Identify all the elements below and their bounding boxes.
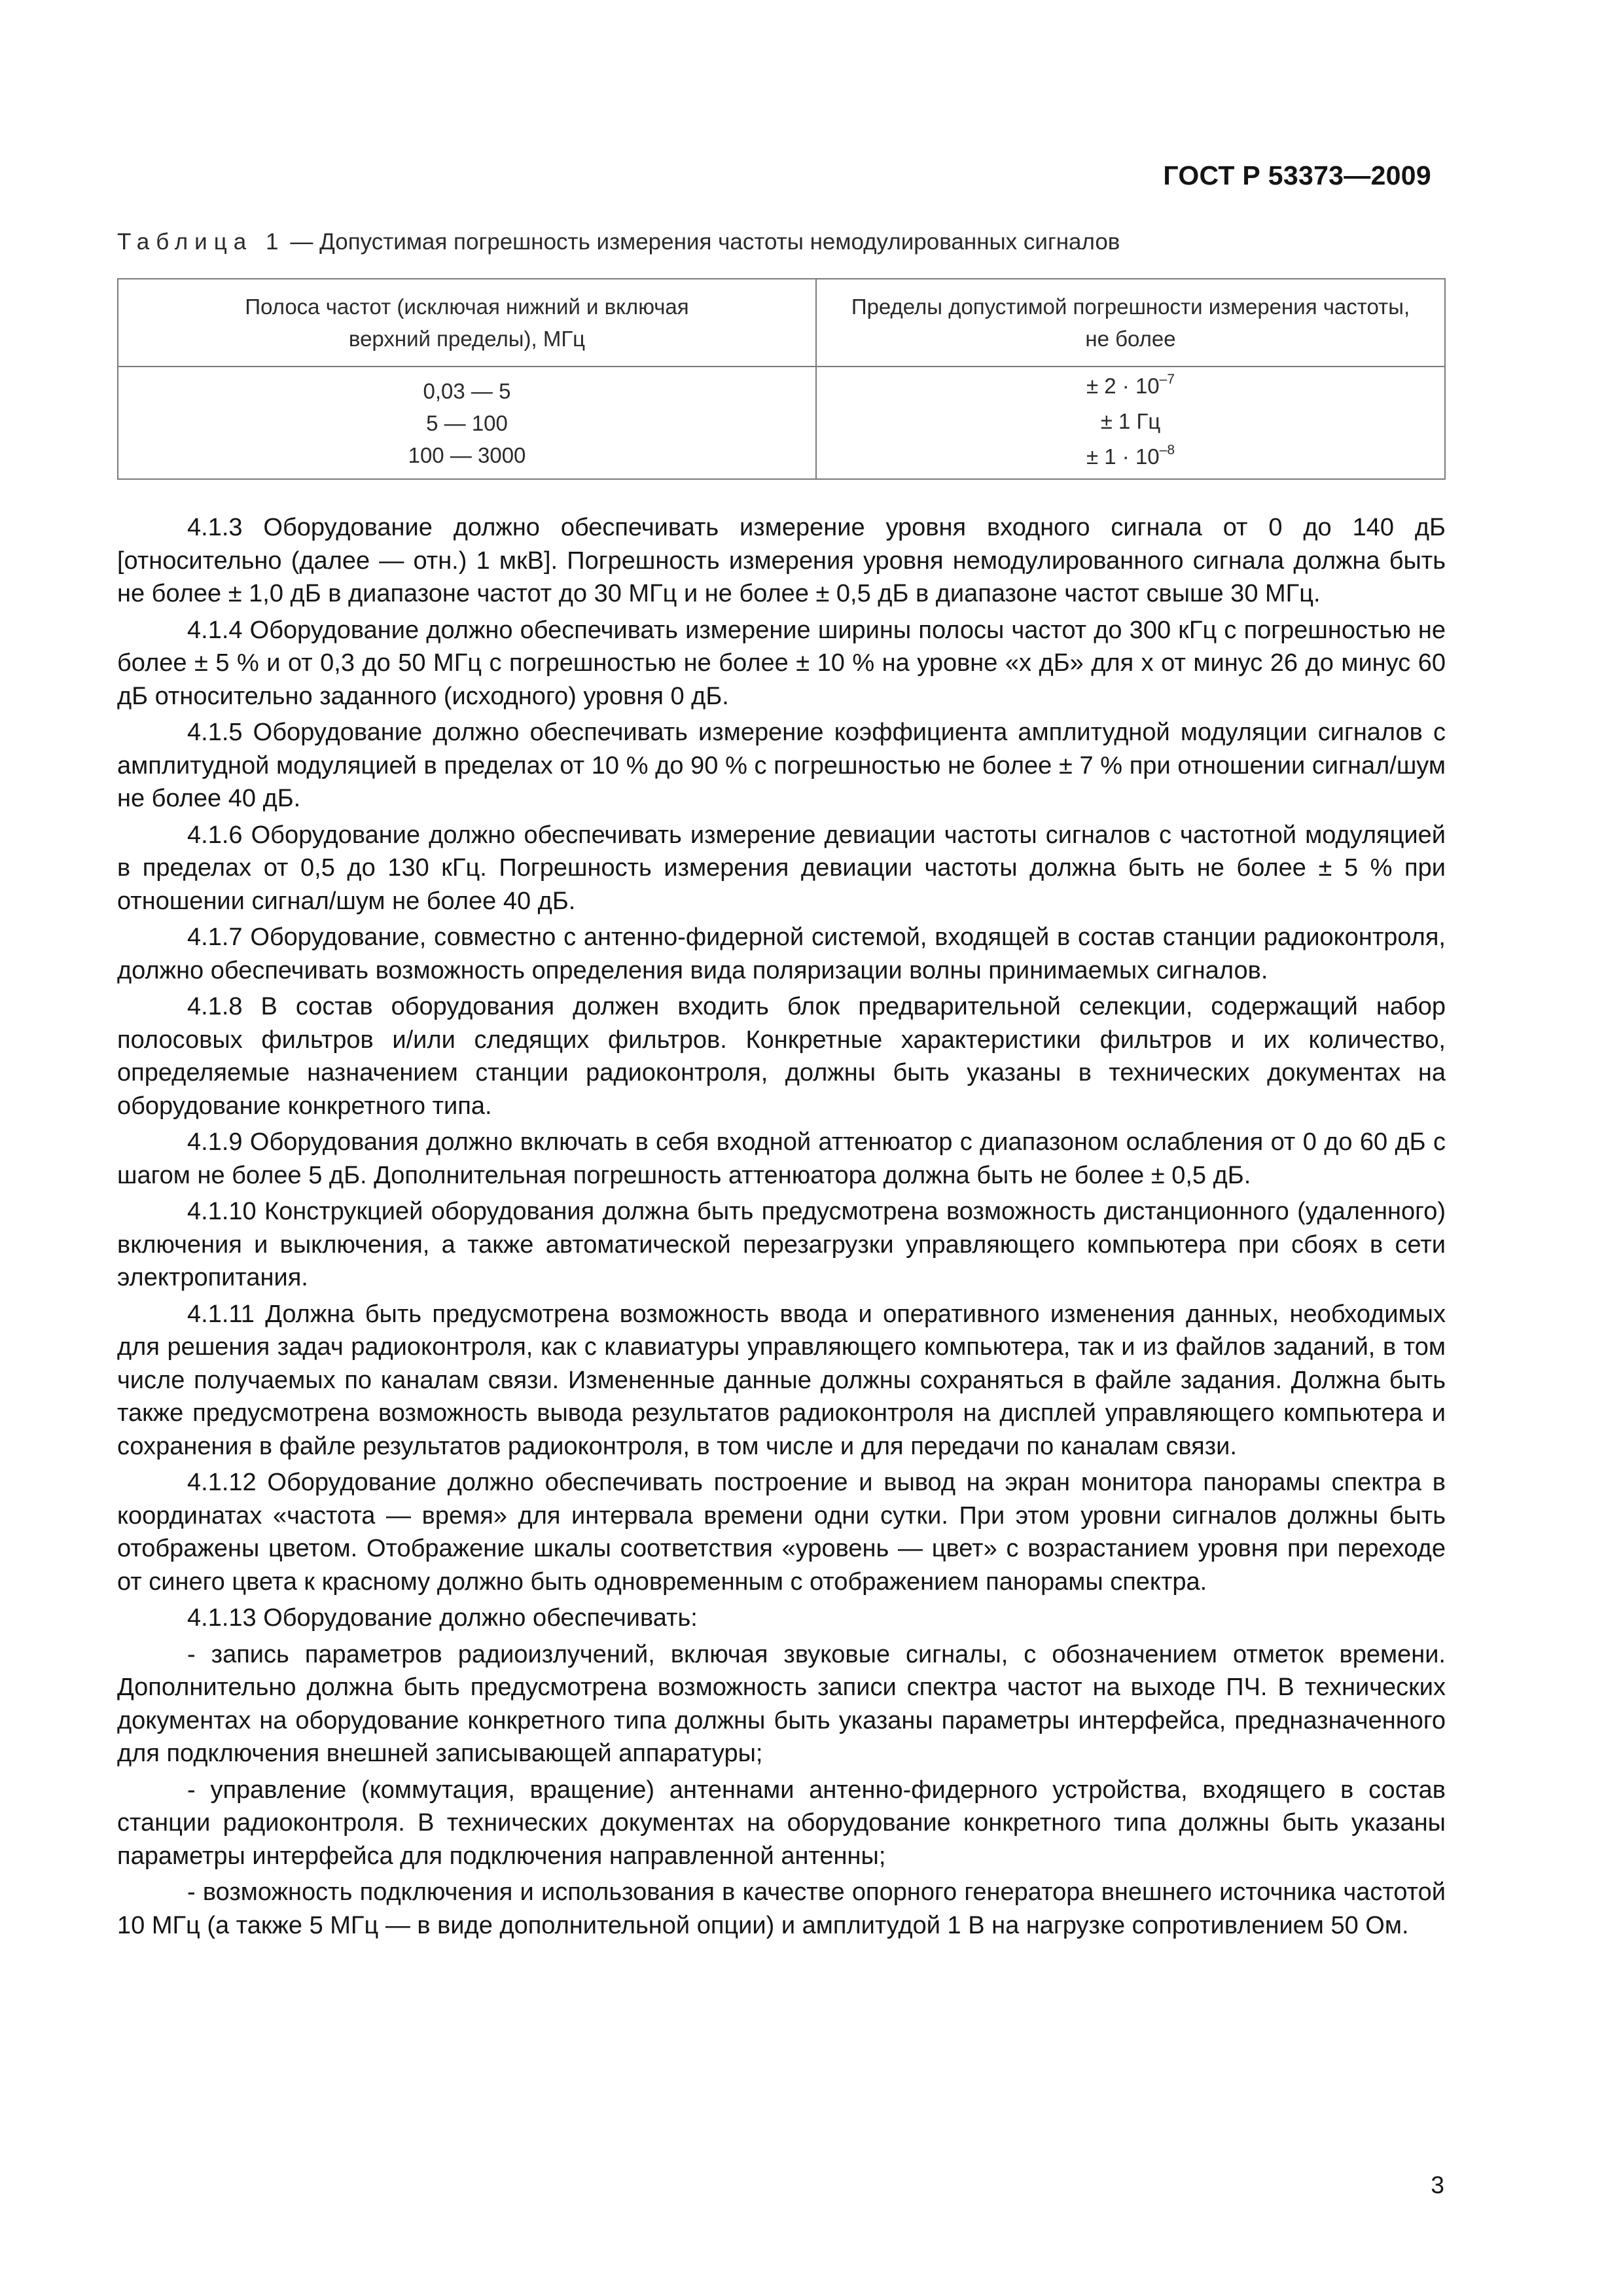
limit-value: ± 1 · 10 — [1086, 444, 1160, 469]
table-caption-label: Таблица 1 — [117, 229, 285, 255]
paragraph-4-1-11: 4.1.11 Должна быть предусмотрена возможность ввода и оперативного изменения данных, необходимых для решения задач радиоконтроля, как с клавиатуры управляющего компьютера, так и из файлов заданий, в том числе получаемых по каналам связи. Измененные данные должны сохраняться в файле задания. Должна быть также предусмотрена возможность вывода результатов радиоконтроля на дисплей управляющего компьютера и сохранения в файле результатов радиоконтроля, в том числе и для передачи по каналам связи. — [117, 1300, 1446, 1460]
limit-value: ± 2 · 10 — [1086, 374, 1160, 398]
table-header-row — [118, 279, 1445, 367]
paragraph-4-1-7: 4.1.7 Оборудование, совместно с антенно-фидерной системой, входящей в состав станции радиоконтроля, должно обеспечивать возможность определения вида поляризации волны принимаемых сигналов. — [117, 924, 1446, 984]
table-caption-text: — Допустимая погрешность измерения частоты немодулированных сигналов — [290, 229, 1120, 255]
list-item: - управление (коммутация, вращение) антеннами антенно-фидерного устройства, входящего в состав станции радиоконтроля. В технических документах на оборудование конкретного типа должны быть указаны параметры интерфейса для подключения направленной антенны; — [117, 1776, 1446, 1870]
paragraph-4-1-8: 4.1.8 В состав оборудования должен входить блок предварительной селекции, содержащий набор полосовых фильтров и/или следящих фильтров. Конкретные характеристики фильтров и их количество, определяемые назначением станции радиоконтроля, должны быть указаны в технических документах на оборудование конкретного типа. — [117, 993, 1446, 1120]
header-frequency-band — [118, 279, 816, 367]
band-value: 100 — 3000 — [408, 442, 526, 467]
header-error-limits-line-1: Пределы допустимой погрешности измерения частоты, — [851, 295, 1410, 319]
table-row — [118, 367, 1445, 479]
header-frequency-band-line-1: Полоса частот (исключая нижний и включая — [245, 295, 689, 319]
paragraph-4-1-4: 4.1.4 Оборудование должно обеспечивать измерение ширины полосы частот до 300 кГц с погрешностью не более ± 5 % и от 0,3 до 50 МГц с погрешностью не более ± 10 % на уровне «x дБ» для x от минус 26 до минус 60 дБ относительно заданного (исходного) уровня 0 дБ. — [117, 616, 1446, 710]
band-value: 5 — 100 — [426, 410, 508, 435]
header-frequency-band-line-2: верхний пределы), МГц — [348, 327, 586, 351]
limit-exponent: –8 — [1159, 442, 1175, 457]
paragraph-4-1-10: 4.1.10 Конструкцией оборудования должна быть предусмотрена возможность дистанционного (удаленного) включения и выключения, а также автоматической перезагрузки управляющего компьютера при сбоях в сети электропитания. — [117, 1198, 1446, 1291]
list-item: - запись параметров радиоизлучений, включая звуковые сигналы, с обозначением отметок времени. Дополнительно должна быть предусмотрена возможность записи спектра частот на выходе ПЧ. В технических документах на оборудование конкретного типа должны быть указаны параметры интерфейса, предназначенного для подключения внешней записывающей аппаратуры; — [117, 1640, 1446, 1767]
paragraph-4-1-5: 4.1.5 Оборудование должно обеспечивать измерение коэффициента амплитудной модуляции сигналов с амплитудной модуляцией в пределах от 10 % до 90 % с погрешностью не более ± 7 % при отношении сигнал/шум не более 40 дБ. — [117, 719, 1446, 812]
document-code: ГОСТ Р 53373—2009 — [1163, 160, 1431, 190]
header-error-limits-line-2: не более — [1085, 327, 1176, 351]
table-caption — [117, 229, 1120, 255]
tolerance-table — [117, 278, 1446, 480]
limit-exponent: –7 — [1159, 372, 1175, 387]
paragraph-4-1-3: 4.1.3 Оборудование должно обеспечивать измерение уровня входного сигнала от 0 до 140 дБ [относительно (далее — отн.) 1 мкВ]. Погрешность измерения уровня немодулированного сигнала должна быть не более ± 1,0 дБ в диапазоне частот до 30 МГц и не более ± 0,5 дБ в диапазоне частот свыше 30 МГц. — [117, 514, 1446, 607]
list-item: - возможность подключения и использования в качестве опорного генератора внешнего источника частотой 10 МГц (а также 5 МГц — в виде дополнительной опции) и амплитудой 1 В на нагрузке сопротивлением 50 Ом. — [117, 1878, 1446, 1939]
paragraph-4-1-9: 4.1.9 Оборудования должно включать в себя входной аттенюатор с диапазоном ослабления от 0 до 60 дБ с шагом не более 5 дБ. Дополнительная погрешность аттенюатора должна быть не более ± 0,5 дБ. — [117, 1128, 1446, 1189]
limits-cell — [816, 367, 1445, 479]
body-text — [117, 511, 1446, 1945]
page-number: 3 — [1431, 2172, 1444, 2198]
paragraph-4-1-6: 4.1.6 Оборудование должно обеспечивать измерение девиации частоты сигналов с частотной модуляцией в пределах от 0,5 до 130 кГц. Погрешность измерения девиации частоты должна быть не более ± 5 % при отношении сигнал/шум не более 40 дБ. — [117, 821, 1446, 915]
paragraph-4-1-13: 4.1.13 Оборудование должно обеспечивать: — [187, 1604, 698, 1632]
paragraph-4-1-12: 4.1.12 Оборудование должно обеспечивать построение и вывод на экран монитора панорамы спектра в координатах «частота — время» для интервала времени одни сутки. При этом уровни сигналов должны быть отображены цветом. Отображение шкалы соответствия «уровень — цвет» с возрастанием уровня при переходе от синего цвета к красному должно быть одновременным с отображением панорамы спектра. — [117, 1469, 1446, 1596]
band-value: 0,03 — 5 — [423, 378, 511, 403]
limit-value: ± 1 Гц — [1100, 409, 1161, 433]
header-error-limits — [816, 279, 1445, 367]
band-cell — [118, 367, 816, 479]
